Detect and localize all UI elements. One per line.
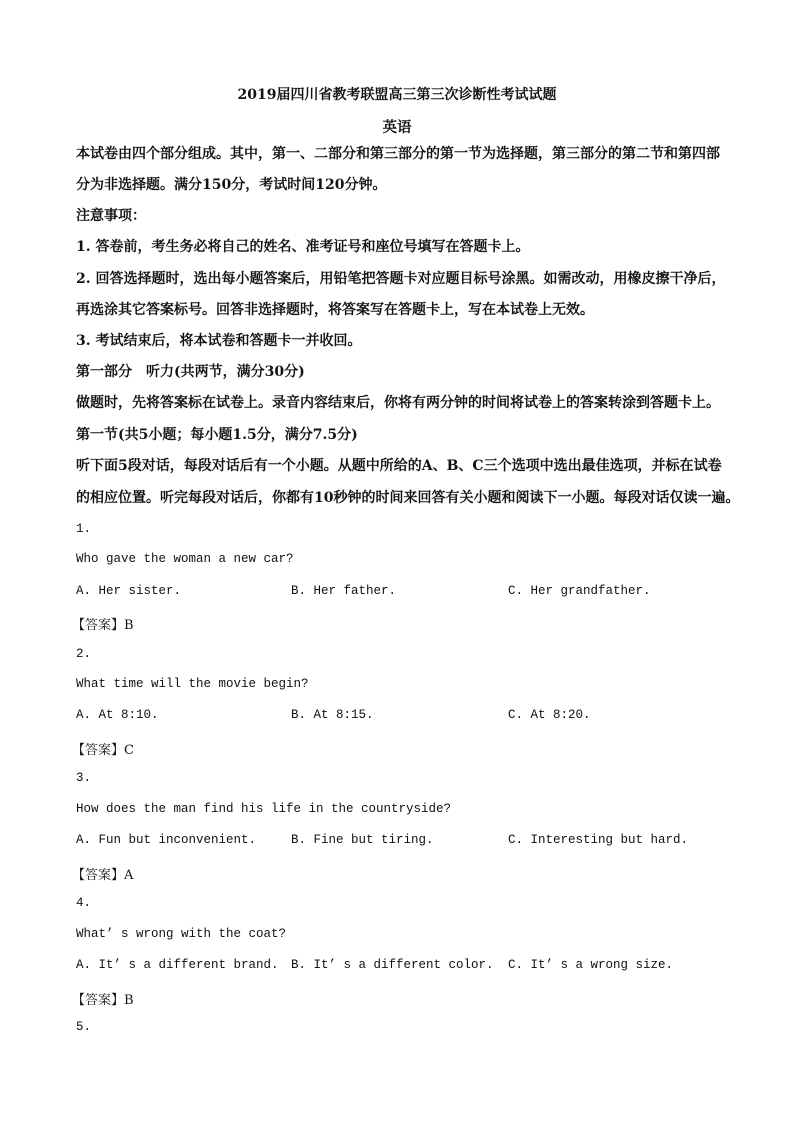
answer-label: 【答案】A: [72, 868, 134, 883]
option-a: A. At 8:10.: [76, 708, 159, 722]
question-stem: Who gave the woman a new car?: [76, 552, 294, 566]
option-c: C. Her grandfather.: [508, 584, 651, 598]
option-b: B. At 8:15.: [291, 708, 374, 722]
answer-label: 【答案】B: [72, 618, 134, 633]
section1-directions-line-2: 的相应位置。听完每段对话后，你都有10秒钟的时间来回答有关小题和阅读下一小题。每段对话仅读一遍。: [76, 490, 740, 506]
option-a: A. It’ s a different brand.: [76, 958, 279, 972]
option-c: C. Interesting but hard.: [508, 833, 689, 847]
note-2-line-2: 再选涂其它答案标号。回答非选择题时，将答案写在答题卡上，写在本试卷上无效。: [76, 302, 594, 318]
question-number: 1.: [76, 522, 92, 536]
option-c: C. At 8:20.: [508, 708, 591, 722]
question-stem: What time will the movie begin?: [76, 677, 309, 691]
section1-heading: 第一节(共5小题；每小题1.5分，满分7.5分): [76, 427, 358, 443]
part1-heading: 第一部分 听力(共两节，满分30分): [76, 364, 305, 380]
option-c: C. It’ s a wrong size.: [508, 958, 674, 972]
exam-title: 2019届四川省教考联盟高三第三次诊断性考试试题: [237, 87, 557, 103]
option-b: B. Fine but tiring.: [291, 833, 434, 847]
part1-instruction: 做题时，先将答案标在试卷上。录音内容结束后，你将有两分钟的时间将试卷上的答案转涂到答题卡上。: [76, 395, 720, 411]
answer-label: 【答案】C: [72, 743, 134, 758]
question-number: 5.: [76, 1020, 92, 1034]
option-a: A. Fun but inconvenient.: [76, 833, 257, 847]
option-b: B. It’ s a different color.: [291, 958, 494, 972]
note-1: 1. 答卷前，考生务必将自己的姓名、准考证号和座位号填写在答题卡上。: [76, 239, 530, 255]
answer-label: 【答案】B: [72, 993, 134, 1008]
option-b: B. Her father.: [291, 584, 397, 598]
intro-line-2: 分为非选择题。满分150分，考试时间120分钟。: [76, 177, 387, 193]
note-2-line-1: 2. 回答选择题时，选出每小题答案后，用铅笔把答题卡对应题目标号涂黑。如需改动，用橡皮擦干净后，: [76, 271, 726, 287]
notes-title: 注意事项：: [76, 208, 146, 224]
question-stem: How does the man find his life in the countryside?: [76, 802, 452, 816]
question-number: 3.: [76, 771, 92, 785]
note-3: 3. 考试结束后，将本试卷和答题卡一并收回。: [76, 333, 362, 349]
question-number: 2.: [76, 647, 92, 661]
intro-line-1: 本试卷由四个部分组成。其中，第一、二部分和第三部分的第一节为选择题，第三部分的第二节和第四部: [76, 146, 720, 162]
question-number: 4.: [76, 896, 92, 910]
option-a: A. Her sister.: [76, 584, 182, 598]
section1-directions-line-1: 听下面5段对话，每段对话后有一个小题。从题中所给的A、B、C三个选项中选出最佳选项，并标在试卷: [76, 458, 722, 474]
subject-title: 英语: [382, 119, 412, 136]
question-stem: What’ s wrong with the coat?: [76, 927, 287, 941]
